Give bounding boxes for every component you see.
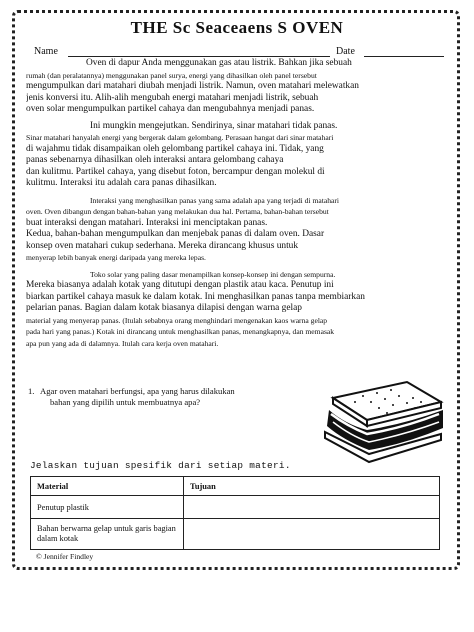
column-header-material: Material [31, 477, 184, 496]
table-header-row [31, 477, 440, 496]
date-field[interactable] [364, 56, 444, 57]
question-text-line: bahan yang dipilih untuk membuatnya apa? [50, 397, 201, 407]
passage-line: buat interaksi dengan matahari. Interaksi ini menciptakan panas. [26, 217, 268, 228]
date-label: Date [336, 46, 355, 57]
passage-line: oven solar mengumpulkan partikel cahaya dan mengubahnya menjadi panas. [26, 104, 315, 114]
purpose-answer-cell[interactable] [184, 519, 440, 550]
passage-line: Oven di dapur Anda menggunakan gas atau listrik. Bahkan jika sebuah [86, 58, 352, 68]
passage-line: di wajahmu tidak disampaikan oleh gelombang partikel cahaya ini. Tidak, yang [26, 143, 324, 154]
materials-table [30, 476, 440, 550]
passage-line: Interaksi yang menghasilkan panas yang sama adalah apa yang terjadi di matahari [90, 195, 340, 205]
table-row [31, 519, 440, 550]
passage-line: biarkan partikel cahaya masuk ke dalam kotak. Ini menghasilkan panas tanpa membiarkan [26, 291, 365, 302]
passage-line: rumah (dan peralatannya) menggunakan panel surya, energi yang dihasilkan oleh panel tersebut [26, 70, 317, 80]
material-cell: Penutup plastik [31, 496, 184, 519]
passage-line: konsep oven matahari cukup sederhana. Mereka dirancang khusus untuk [26, 240, 299, 251]
passage-line: oven. Oven dibangun dengan bahan-bahan yang melakukan dua hal. Pertama, bahan-bahan tersebut [26, 207, 329, 216]
passage-line: pelarian panas. Bagian dalam kotak biasanya dilapisi dengan warna gelap [26, 303, 302, 313]
passage-line: panas sebenarnya dihasilkan oleh interaksi antara gelombang cahaya [26, 155, 284, 165]
passage-line: Kedua, bahan-bahan mengumpulkan dan menjebak panas di dalam oven. Dasar [26, 229, 325, 239]
smores-illustration-svg [315, 380, 445, 464]
instruction-text: Jelaskan tujuan spesifik dari setiap materi. [30, 460, 291, 471]
name-label: Name [34, 46, 58, 57]
name-field[interactable] [68, 56, 330, 57]
material-cell: Bahan berwarna gelap untuk garis bagian dalam kotak [31, 519, 184, 550]
purpose-answer-cell[interactable] [184, 496, 440, 519]
smores-icon [315, 380, 445, 464]
page-title: THE Sc Seaceaens S OVEN [130, 18, 344, 37]
table-row [31, 496, 440, 519]
passage-line: menyerap lebih banyak energi daripada yang mereka lepas. [26, 253, 206, 262]
question-number: 1. [28, 386, 35, 396]
passage-line: Toko solar yang paling dasar menampilkan konsep-konsep ini dengan sempurna. [90, 269, 336, 279]
passage-line: kulitmu. Interaksi itu adalah cara panas dihasilkan. [26, 178, 217, 188]
passage-line: Ini mungkin mengejutkan. Sendirinya, sinar matahari tidak panas. [90, 120, 338, 131]
passage-line: apa pun yang ada di dalamnya. Itulah cara kerja oven matahari. [26, 338, 219, 348]
passage-line: Sinar matahari hanyalah energi yang bergerak dalam gelombang. Perasaan hangat dari sinar matahari [26, 133, 334, 142]
passage-line: Mereka biasanya adalah kotak yang ditutupi dengan plastik atau kaca. Penutup ini [26, 280, 334, 290]
passage-line: material yang menyerap panas. (Itulah sebabnya orang menghindari mengenakan kaos warna gelap [26, 315, 328, 325]
copyright-notice: © Jennifer Findley [36, 552, 94, 561]
passage-line: pada hari yang panas.) Kotak ini dirancang untuk menghasilkan panas, menangkapnya, dan memasak [26, 327, 335, 336]
column-header-purpose: Tujuan [184, 477, 440, 496]
passage-line: jenis konversi itu. Alih-alih mengubah energi matahari menjadi listrik, sebuah [26, 92, 319, 103]
passage-line: dan kulitmu. Partikel cahaya, yang disebut foton, bercampur dengan molekul di [26, 166, 325, 177]
question-text-line: Agar oven matahari berfungsi, apa yang harus dilakukan [40, 386, 235, 396]
passage-line: mengumpulkan dari matahari diubah menjadi listrik. Namun, oven matahari melewatkan [26, 81, 359, 91]
reading-passage [26, 58, 450, 349]
